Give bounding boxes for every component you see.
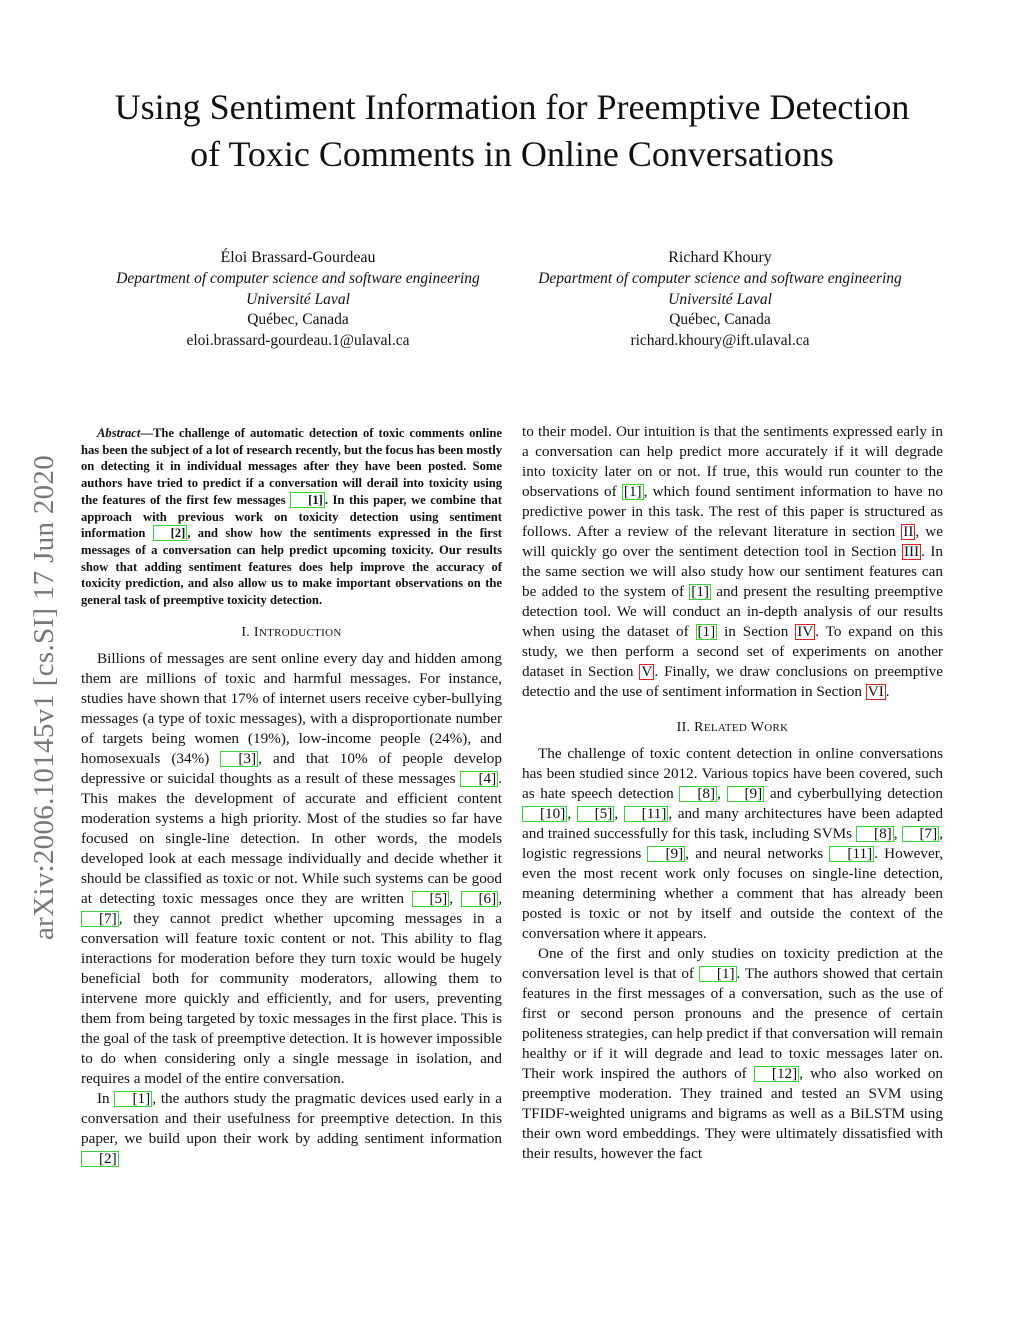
- citation-link[interactable]: [1]: [114, 1091, 152, 1107]
- citation-link[interactable]: [8]: [856, 826, 894, 842]
- section-reference-link[interactable]: V: [641, 663, 653, 680]
- section-reference-link[interactable]: IV: [797, 623, 814, 640]
- citation-link[interactable]: [2]: [81, 1151, 119, 1167]
- author-location: Québec, Canada: [669, 311, 771, 329]
- section-heading-related-work: II. RELATED WORK: [676, 720, 789, 735]
- citation-link[interactable]: [1]: [290, 492, 325, 508]
- citation-link[interactable]: [7]: [81, 911, 119, 927]
- citation-link[interactable]: [1]: [691, 583, 709, 600]
- author-university: Université Laval: [246, 290, 350, 308]
- paper-title: Using Sentiment Information for Preemptive Detection of Toxic Comments in Online Conversations: [114, 87, 910, 174]
- citation-link[interactable]: [9]: [647, 846, 685, 862]
- citation-link[interactable]: [2]: [153, 525, 188, 541]
- author-block-2: [510, 248, 930, 352]
- author-name: Éloi Brassard-Gourdeau: [220, 249, 376, 266]
- abstract-label: Abstract: [97, 426, 141, 440]
- citation-link[interactable]: [11]: [624, 806, 669, 822]
- abstract-text: The challenge of automatic detection of toxic comments online has been the subject of a lot of research recently, but the focus has been mostly on detecting it in individual messages after they have been posted. Some authors have tried to predict if a conversation will derail into toxicity using the features of the first few messages: [81, 426, 502, 507]
- related-work-paragraph: The challenge of toxic content detection in online conversations has been studied since 2012. Various topics have been covered, such as hate speech detection [8] , [9] and cyberbullying detection [10] , [5] , [11] , and many architectures have been adapted and trained successfully for this task, including SVMs [8] , [7] , logistic regressions [9] , and neural networks [11] . However, even the most recent work only focuses on single-line detection, meaning determining whether a comment that has already been posted is toxic or not by itself and outside the context of the conversation where it appears.: [522, 745, 944, 942]
- author-department: Department of computer science and software engineering: [116, 269, 480, 287]
- citation-link[interactable]: [1]: [699, 966, 737, 982]
- section-heading-introduction: I. INTRODUCTION: [241, 624, 342, 640]
- abstract-text: . In this paper, we combine that approach with previous work on toxicity detection using sentiment information: [81, 492, 502, 541]
- section-reference-link[interactable]: VI: [867, 683, 884, 700]
- related-work-paragraph: One of the first and only studies on toxicity prediction at the conversation level is that of [1] . The authors showed that certain features in the first messages of a conversation, such as the use of first or second person pronouns and the presence of certain politeness strategies, can help predict if that conversation will remain healthy or if it will degrade and lead to toxic messages later on. Their work inspired the authors of [12] , who also worked on preemptive moderation. They trained and tested an SVM using TFIDF-weighted unigrams and bigrams as well as a BiLSTM using their own word embeddings. They were ultimately dissatisfied with their results, however the fact: [522, 945, 944, 1162]
- arxiv-identifier: arXiv:2006.10145v1 [cs.SI] 17 Jun 2020: [28, 454, 60, 940]
- citation-link[interactable]: [9]: [727, 786, 765, 802]
- section-reference-link[interactable]: II: [903, 523, 914, 540]
- citation-link[interactable]: [12]: [754, 1066, 799, 1082]
- citation-link[interactable]: [10]: [522, 806, 567, 822]
- abstract-text: , and show how the sentiments expressed in the first messages of a conversation can help predict upcoming toxicity. Our results show that adding sentiment features does help improve the accuracy of toxicity prediction, and also allow us to make important observations on the general task of preemptive toxicity detection.: [81, 526, 502, 608]
- author-department: Department of computer science and software engineering: [538, 269, 902, 287]
- author-email: richard.khoury@ift.ulaval.ca: [630, 332, 810, 350]
- section-reference-link[interactable]: III: [903, 543, 920, 560]
- abstract-dash: —: [140, 426, 153, 440]
- citation-link[interactable]: [11]: [829, 846, 874, 862]
- citation-link[interactable]: [7]: [902, 826, 940, 842]
- introduction-paragraph: Billions of messages are sent online every day and hidden among them are millions of toxic and harmful messages. For instance, studies have shown that 17% of internet users receive cyber-bullying messages (a type of toxic messages), with a disproportionate number of targets being women (19%), low-income people (24%), and homosexuals (34%) [3] , and that 10% of people develop depressive or suicidal thoughts as a result of these messages [4] . This makes the development of accurate and efficient content moderation systems a high priority. Most of the studies so far have focused on single-line detection. In other words, the models developed look at each message individually and decide whether it should be classified as toxic or not. While such systems can be good at detecting toxic messages once they are written [5] , [6] , [7] , they cannot predict whether upcoming messages in a conversation will feature toxic content or not. This ability to flag interactions for moderation before they turn toxic would be hugely beneficial both for community moderators, allowing them to intervene more quickly and efficiently, and for users, preventing them from being targeted by toxic messages in the first place. This is the goal of the task of preemptive detection. It is however impossible to do when considering only a single message in isolation, and requires a model of the entire conversation.: [81, 649, 503, 1087]
- citation-link[interactable]: [3]: [220, 751, 258, 767]
- author-location: Québec, Canada: [247, 311, 349, 329]
- left-column: [81, 425, 502, 1169]
- citation-link[interactable]: [4]: [460, 771, 498, 787]
- citation-link[interactable]: [5]: [412, 891, 450, 907]
- citation-link[interactable]: [8]: [679, 786, 717, 802]
- abstract: [81, 425, 502, 609]
- author-name: Richard Khoury: [668, 249, 772, 266]
- citation-link[interactable]: [1]: [697, 623, 716, 640]
- introduction-paragraph: In [1] , the authors study the pragmatic devices used early in a conversation and their usefulness for preemptive detection. In this paper, we build upon their work by adding sentiment information [2]: [81, 1089, 502, 1167]
- right-column: [522, 422, 943, 1164]
- citation-link[interactable]: [5]: [577, 806, 615, 822]
- author-email: eloi.brassard-gourdeau.1@ulaval.ca: [186, 332, 410, 350]
- author-university: Université Laval: [668, 290, 772, 308]
- citation-link[interactable]: [1]: [623, 483, 642, 500]
- citation-link[interactable]: [6]: [461, 891, 499, 907]
- author-block-1: [88, 248, 508, 352]
- introduction-paragraph-continued: to their model. Our intuition is that the sentiments expressed early in a conversation can help predict more accurately if it will degrade into toxicity later on or not. If true, this would run counter to the observations of [1] , which found sentiment information to have no predictive power in this task. The rest of this paper is structured as follows. After a review of the relevant literature in section II , we will quickly go over the sentiment detection tool in Section III . In the same section we will also study how our sentiment features can be added to the system of [1] and present the resulting preemptive detection tool. We will conduct an in-depth analysis of our results when using the dataset of [1] in Section IV . To expand on this study, we then perform a second set of experiments on another dataset in Section V . Finally, we draw conclusions on preemptive detectio and the use of sentiment information in Section VI .: [522, 423, 944, 700]
